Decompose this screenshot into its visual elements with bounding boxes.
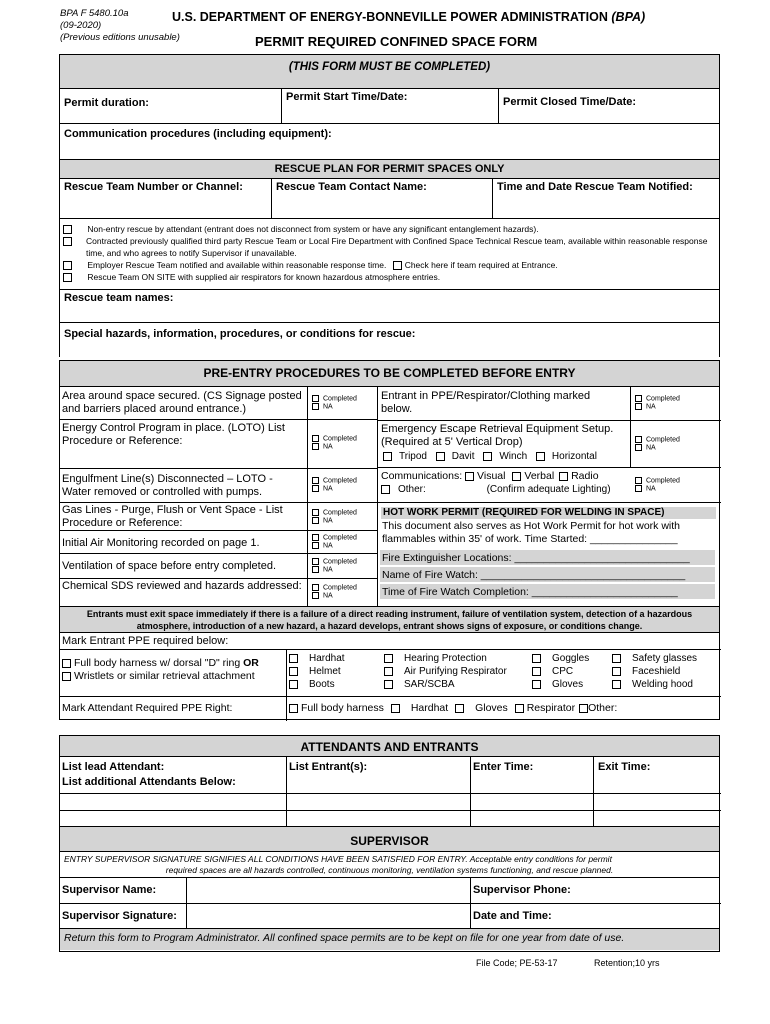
completed-na-group: Completed NA: [312, 509, 357, 526]
na-checkbox[interactable]: [312, 485, 319, 492]
agency-name: U.S. DEPARTMENT OF ENERGY-BONNEVILLE POWER ADMINISTRATION: [172, 10, 608, 24]
pre-entry-heading: PRE-ENTRY PROCEDURES TO BE COMPLETED BEFORE ENTRY: [60, 361, 719, 387]
hot-work-title: HOT WORK PERMIT (REQUIRED FOR WELDING IN SPACE): [383, 507, 665, 518]
boots-checkbox[interactable]: [289, 680, 298, 689]
cpc-checkbox[interactable]: [532, 667, 541, 676]
completed-checkbox[interactable]: [312, 477, 319, 484]
completed-na-group: Completed NA: [312, 534, 357, 551]
grid-line: [60, 793, 721, 794]
pre-entry-item-chemical-sds: Chemical SDS reviewed and hazards addressed:: [62, 580, 302, 592]
supervisor-grid: [60, 878, 719, 929]
completed-checkbox[interactable]: [635, 395, 642, 402]
attendant-ppe-label: Mark Attendant Required PPE Right:: [62, 702, 233, 714]
retention: Retention;10 yrs: [594, 958, 660, 968]
form-date: (09-2020): [60, 20, 102, 31]
rescue-team-number-field[interactable]: Rescue Team Number or Channel:: [60, 179, 272, 218]
ppe-column-4: Safety glasses Faceshield Welding hood: [612, 652, 697, 691]
additional-attendants-label[interactable]: List additional Attendants Below:: [62, 776, 236, 788]
na-checkbox[interactable]: [635, 444, 642, 451]
rescue-option-4: Rescue Team ON SITE with supplied air respirators for known hazardous atmosphere entries.: [63, 272, 713, 284]
check-entrance-label: Check here if team required at Entrance.: [404, 260, 558, 270]
helmet-checkbox[interactable]: [289, 667, 298, 676]
agency-title: [172, 10, 645, 24]
other-checkbox[interactable]: [381, 485, 390, 494]
completed-checkbox[interactable]: [312, 584, 319, 591]
tripod-checkbox[interactable]: [383, 452, 392, 461]
rescue-option-2: Contracted previously qualified third party Rescue Team or Local Fire Department with Confined Space Technical Rescue team, available within reasonable response time, and who agrees to notify Supervisor if unavailable.: [63, 236, 713, 259]
exit-time-label[interactable]: Exit Time:: [598, 761, 651, 773]
must-complete-banner: (THIS FORM MUST BE COMPLETED): [60, 55, 719, 89]
rescue-options: [60, 219, 719, 290]
comm-other-row: Other: (Confirm adequate Lighting): [381, 484, 631, 495]
permit-start-field[interactable]: Permit Start Time/Date:: [282, 89, 499, 123]
fire-watch-field[interactable]: Name of Fire Watch: ___________________________________: [382, 569, 686, 581]
harness-option-2: Wristlets or similar retrieval attachment: [62, 670, 255, 682]
completed-na-group: Completed NA: [312, 558, 357, 575]
na-checkbox[interactable]: [635, 403, 642, 410]
check-entrance-checkbox[interactable]: [393, 261, 402, 270]
grid-line: [60, 530, 378, 531]
escape-options: Tripod Davit Winch Horizontal: [383, 451, 597, 462]
completed-na-group: Completed NA: [312, 477, 357, 494]
grid-divider: [470, 757, 471, 827]
grid-line: [60, 810, 721, 811]
grid-line: [60, 468, 378, 469]
hearing-protection-checkbox[interactable]: [384, 654, 393, 663]
completed-checkbox[interactable]: [312, 435, 319, 442]
goggles-checkbox[interactable]: [532, 654, 541, 663]
form-note: (Previous editions unusable): [60, 32, 180, 43]
supervisor-heading: SUPERVISOR: [60, 827, 719, 852]
attendant-gloves-checkbox[interactable]: [455, 704, 464, 713]
supervisor-signature-label: Supervisor Signature:: [62, 910, 177, 922]
mark-entrant-label: Mark Entrant PPE required below:: [62, 635, 229, 647]
grid-line: [60, 696, 721, 697]
special-hazards-field[interactable]: Special hazards, information, procedures, or conditions for rescue:: [64, 328, 416, 340]
supervisor-statement: ENTRY SUPERVISOR SIGNATURE SIGNIFIES ALL CONDITIONS HAVE BEEN SATISFIED FOR ENTRY. Acceptable entry conditions for permit required spaces are all hazards controlled, continuous monitoring, ventilation systems functioning, and rescue planned.: [60, 852, 719, 878]
hot-work-text[interactable]: This document also serves as Hot Work Permit for hot work with flammables within 35' of work. Time Started: _______________: [382, 520, 680, 545]
pre-entry-item-energy-control: Energy Control Program in place. (LOTO) List Procedure or Reference:: [62, 422, 285, 447]
grid-divider: [630, 387, 631, 467]
rescue-heading: RESCUE PLAN FOR PERMIT SPACES ONLY: [60, 160, 719, 179]
pre-entry-item-air-monitoring: Initial Air Monitoring recorded on page 1.: [62, 537, 260, 549]
welding-hood-checkbox[interactable]: [612, 680, 621, 689]
air-purifying-respirator-checkbox[interactable]: [384, 667, 393, 676]
supervisor-name-label: Supervisor Name:: [62, 884, 157, 896]
exit-notice: Entrants must exit space immediately if there is a failure of a direct reading instrument, failure of ventilation system, detection of a hazardous atmosphere, introduction of a new hazard, a hazard develops, entrant shows signs of exposure, or conditions change.: [60, 607, 719, 633]
rescue-option-3: Employer Rescue Team notified and available within reasonable response time. Check here if team required at Entrance.: [63, 260, 713, 272]
attendant-ppe-options: Full body harness Hardhat Gloves Respirator Other:: [289, 702, 617, 714]
completed-na-group: Completed NA: [312, 435, 357, 452]
attendant-hardhat-checkbox[interactable]: [391, 704, 400, 713]
grid-divider: [286, 757, 287, 827]
ppe-column-3: Goggles CPC Gloves: [532, 652, 589, 691]
hot-work-box: [378, 503, 721, 607]
pre-entry-grid: [60, 387, 719, 607]
na-checkbox[interactable]: [312, 443, 319, 450]
na-checkbox[interactable]: [312, 592, 319, 599]
fire-extinguisher-field[interactable]: Fire Extinguisher Locations: ______________________________: [382, 552, 690, 564]
rescue-names-field[interactable]: Rescue team names:: [64, 292, 174, 304]
communication-row: [60, 124, 719, 160]
completed-na-group: Completed NA: [635, 477, 680, 494]
ppe-column-1: Hardhat Helmet Boots: [289, 652, 345, 691]
radio-checkbox[interactable]: [559, 472, 568, 481]
pre-entry-item-ventilation: Ventilation of space before entry completed.: [62, 560, 277, 572]
permit-times-row: [60, 89, 719, 124]
winch-checkbox[interactable]: [483, 452, 492, 461]
pre-entry-item-escape-equipment: Emergency Escape Retrieval Equipment Setup. (Required at 5' Vertical Drop): [381, 423, 614, 448]
full-body-harness-checkbox[interactable]: [62, 659, 71, 668]
pre-entry-section: [59, 360, 720, 720]
grid-line: [377, 467, 721, 468]
rescue-option-1-checkbox[interactable]: [63, 225, 72, 234]
attendant-respirator-checkbox[interactable]: [515, 704, 524, 713]
pre-entry-item-communications: Communications: Visual Verbal Radio: [381, 470, 599, 482]
page-title: PERMIT REQUIRED CONFINED SPACE FORM: [255, 34, 538, 49]
lead-attendant-label[interactable]: List lead Attendant:: [62, 761, 165, 773]
attendants-heading: ATTENDANTS AND ENTRANTS: [60, 736, 719, 757]
completed-checkbox[interactable]: [312, 558, 319, 565]
rescue-team-contact-field[interactable]: Rescue Team Contact Name:: [272, 179, 493, 218]
grid-line: [60, 419, 378, 420]
ppe-column-2: Hearing Protection Air Purifying Respirator SAR/SCBA: [384, 652, 507, 691]
completed-na-group: Completed NA: [312, 395, 357, 412]
attendants-grid: [60, 757, 719, 827]
grid-line: [60, 649, 721, 650]
rescue-option-4-checkbox[interactable]: [63, 273, 72, 282]
pre-entry-item-engulfment: Engulfment Line(s) Disconnected – LOTO - Water removed or controlled with pumps.: [62, 473, 273, 498]
completed-checkbox[interactable]: [312, 509, 319, 516]
file-code: File Code; PE-53-17: [476, 958, 558, 968]
enter-time-label[interactable]: Enter Time:: [473, 761, 534, 773]
grid-line: [60, 553, 378, 554]
pre-entry-item-gas-lines: Gas Lines - Purge, Flush or Vent Space - List Procedure or Reference:: [62, 504, 283, 529]
na-checkbox[interactable]: [312, 403, 319, 410]
attendant-other-checkbox[interactable]: [579, 704, 588, 713]
faceshield-checkbox[interactable]: [612, 667, 621, 676]
gloves-checkbox[interactable]: [532, 680, 541, 689]
form-id-block: [60, 8, 180, 44]
agency-abbr: (BPA): [611, 10, 646, 24]
permit-closed-field[interactable]: Permit Closed Time/Date:: [503, 96, 637, 108]
grid-line: [60, 502, 378, 503]
rescue-time-notified-field[interactable]: Time and Date Rescue Team Notified:: [497, 181, 693, 193]
na-checkbox[interactable]: [635, 485, 642, 492]
pre-entry-item-entrant-ppe: Entrant in PPE/Respirator/Clothing marked below.: [381, 390, 591, 415]
permit-duration-field[interactable]: Permit duration:: [60, 89, 282, 123]
completed-na-group: Completed NA: [312, 584, 357, 601]
wristlets-checkbox[interactable]: [62, 672, 71, 681]
supervisor-signature-input[interactable]: [187, 904, 469, 928]
permit-section: [59, 54, 720, 357]
completed-na-group: Completed NA: [635, 395, 680, 412]
supervisor-date-label[interactable]: Date and Time:: [473, 910, 552, 922]
grid-divider: [593, 757, 594, 827]
verbal-checkbox[interactable]: [512, 472, 521, 481]
davit-checkbox[interactable]: [436, 452, 445, 461]
form-id: BPA F 5480.10a: [60, 8, 129, 19]
na-checkbox[interactable]: [312, 566, 319, 573]
supervisor-name-input[interactable]: [187, 878, 469, 903]
rescue-option-1: Non-entry rescue by attendant (entrant does not disconnect from system or have any significant entanglement hazards).: [63, 224, 713, 236]
rescue-names-row: [60, 290, 719, 323]
grid-divider: [286, 649, 287, 721]
grid-line: [60, 578, 378, 579]
grid-divider: [307, 387, 308, 607]
communication-field[interactable]: Communication procedures (including equipment):: [64, 128, 332, 140]
harness-option-1: Full body harness w/ dorsal "D" ring OR: [62, 657, 259, 669]
rescue-option-3-checkbox[interactable]: [63, 261, 72, 270]
attendants-section: [59, 735, 720, 952]
pre-entry-item-area-secured: Area around space secured. (CS Signage posted and barriers placed around entrance.): [62, 390, 302, 415]
rescue-team-row: [60, 179, 719, 219]
attendant-harness-checkbox[interactable]: [289, 704, 298, 713]
completed-checkbox[interactable]: [635, 436, 642, 443]
sar-scba-checkbox[interactable]: [384, 680, 393, 689]
hardhat-checkbox[interactable]: [289, 654, 298, 663]
horizontal-checkbox[interactable]: [536, 452, 545, 461]
fire-watch-completion-field[interactable]: Time of Fire Watch Completion: _________________________: [382, 586, 678, 598]
return-note: Return this form to Program Administrator. All confined space permits are to be kept on file for one year from date of use.: [60, 929, 719, 950]
na-checkbox[interactable]: [312, 517, 319, 524]
rescue-option-2-checkbox[interactable]: [63, 237, 72, 246]
safety-glasses-checkbox[interactable]: [612, 654, 621, 663]
grid-line: [377, 420, 721, 421]
visual-checkbox[interactable]: [465, 472, 474, 481]
entrants-label[interactable]: List Entrant(s):: [289, 761, 368, 773]
completed-checkbox[interactable]: [635, 477, 642, 484]
completed-checkbox[interactable]: [312, 534, 319, 541]
na-checkbox[interactable]: [312, 542, 319, 549]
completed-checkbox[interactable]: [312, 395, 319, 402]
ppe-block: [60, 633, 719, 721]
supervisor-phone-label[interactable]: Supervisor Phone:: [473, 884, 571, 896]
completed-na-group: Completed NA: [635, 436, 680, 453]
